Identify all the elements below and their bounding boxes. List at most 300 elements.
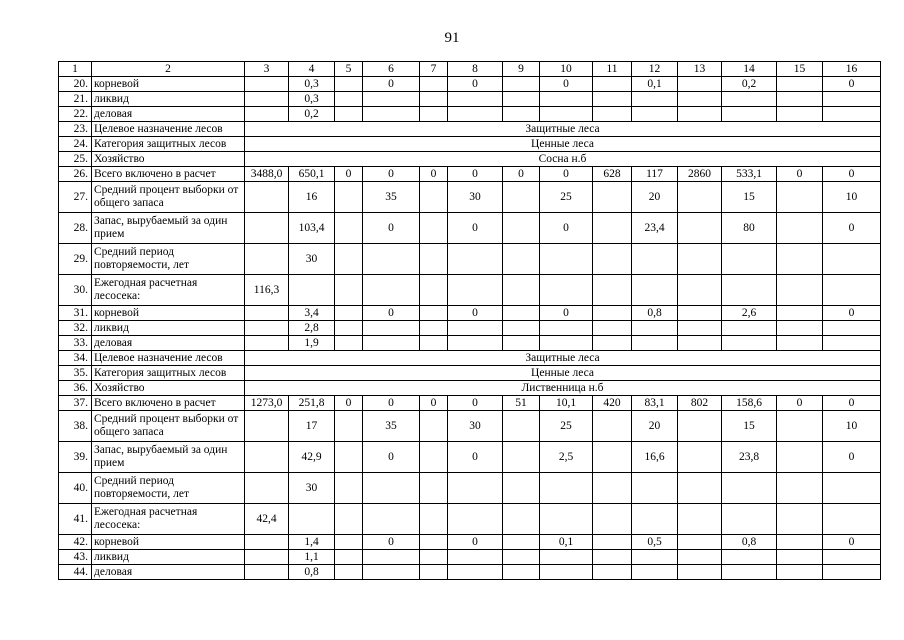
table-cell: 103,4 [289,213,335,244]
table-cell: 0 [448,396,503,411]
table-cell [823,565,881,580]
page-number: 91 [444,30,460,46]
table-cell: 0,8 [632,306,678,321]
table-cell [335,275,363,306]
table-cell: 2,5 [540,442,593,473]
table-cell: 0 [363,535,420,550]
table-cell: 0 [540,213,593,244]
table-cell: 0 [448,77,503,92]
table-cell [245,77,289,92]
table-cell [289,275,335,306]
table-cell [540,504,593,535]
row-number: 42. [59,535,92,550]
table-cell: 3,4 [289,306,335,321]
table-cell [245,107,289,122]
table-cell: 628 [593,167,632,182]
table-cell: 25 [540,411,593,442]
table-cell: 0 [363,167,420,182]
table-cell [448,92,503,107]
row-number: 41. [59,504,92,535]
table-cell [678,275,722,306]
table-cell: 0 [823,77,881,92]
table-cell [593,442,632,473]
table-body [59,77,881,580]
table-cell [722,550,777,565]
table-cell [503,473,540,504]
table-cell [420,275,448,306]
row-label: Запас, вырубаемый за один прием [92,213,245,244]
row-label: ликвид [92,550,245,565]
row-number: 33. [59,336,92,351]
table-cell [540,565,593,580]
table-cell: 158,6 [722,396,777,411]
row-number: 26. [59,167,92,182]
table-row [59,336,881,351]
row-label: корневой [92,535,245,550]
table-cell [448,107,503,122]
table-cell [335,565,363,580]
table-cell: 1273,0 [245,396,289,411]
row-label: ликвид [92,321,245,336]
table-cell [722,244,777,275]
table-cell [420,182,448,213]
table-cell: 2,8 [289,321,335,336]
row-label: корневой [92,77,245,92]
row-number: 25. [59,152,92,167]
row-label: Ежегодная расчетная лесосека: [92,275,245,306]
table-cell: 0 [823,167,881,182]
column-header-4: 4 [289,62,335,77]
row-number: 27. [59,182,92,213]
table-cell [420,411,448,442]
table-cell [722,565,777,580]
table-cell [678,535,722,550]
table-cell: 23,8 [722,442,777,473]
row-label: деловая [92,336,245,351]
table-cell [420,535,448,550]
table-cell: 0 [335,167,363,182]
table-cell [540,244,593,275]
table-cell: 83,1 [632,396,678,411]
table-cell [593,473,632,504]
table-cell [777,442,823,473]
table-cell: 0 [540,306,593,321]
table-row [59,411,881,442]
table-cell: 35 [363,411,420,442]
table-cell [448,473,503,504]
table-cell [777,321,823,336]
table-cell [335,213,363,244]
table-cell [593,504,632,535]
table-cell [448,275,503,306]
table-cell [678,565,722,580]
table-cell: 0 [448,167,503,182]
table-cell: 0 [823,535,881,550]
table-cell: 30 [289,244,335,275]
table-cell [363,244,420,275]
row-number: 20. [59,77,92,92]
table-cell [593,306,632,321]
row-label: деловая [92,565,245,580]
table-cell: 2860 [678,167,722,182]
table-cell [823,504,881,535]
table-cell [823,473,881,504]
table-row [59,182,881,213]
table-cell [823,92,881,107]
table-cell [540,107,593,122]
row-span-value: Защитные леса [245,351,881,366]
table-cell: 0 [363,213,420,244]
table-cell: 0 [420,167,448,182]
table-cell [678,92,722,107]
row-label: Категория защитных лесов [92,137,245,152]
table-cell [335,77,363,92]
column-header-16: 16 [823,62,881,77]
table-cell [593,321,632,336]
table-cell [245,244,289,275]
table-cell [540,473,593,504]
table-cell: 0 [777,396,823,411]
table-cell: 0 [363,306,420,321]
table-row [59,550,881,565]
table-cell [722,107,777,122]
table-cell [448,321,503,336]
table-cell [632,321,678,336]
table-cell: 25 [540,182,593,213]
table-cell: 0,5 [632,535,678,550]
table-cell [245,473,289,504]
table-cell [448,244,503,275]
row-number: 22. [59,107,92,122]
table-cell [823,275,881,306]
row-label: Хозяйство [92,381,245,396]
row-number: 30. [59,275,92,306]
table-cell [678,107,722,122]
table-cell [363,336,420,351]
table-cell [777,107,823,122]
table-cell [540,92,593,107]
table-cell [335,473,363,504]
table-row [59,152,881,167]
table-cell: 0,8 [289,565,335,580]
table-cell [335,306,363,321]
row-number: 36. [59,381,92,396]
table-cell: 3488,0 [245,167,289,182]
row-number: 31. [59,306,92,321]
table-cell [632,275,678,306]
table-cell [722,321,777,336]
column-header-10: 10 [540,62,593,77]
table-cell [335,336,363,351]
table-cell: 20 [632,411,678,442]
row-number: 38. [59,411,92,442]
table-cell [722,504,777,535]
table-cell [448,565,503,580]
column-header-1: 1 [59,62,92,77]
table-cell [363,321,420,336]
table-cell: 1,4 [289,535,335,550]
table-cell [420,213,448,244]
table-header [59,62,881,77]
row-label: Целевое назначение лесов [92,351,245,366]
table-cell [593,565,632,580]
row-number: 24. [59,137,92,152]
table-cell [540,336,593,351]
column-header-11: 11 [593,62,632,77]
row-label: Ежегодная расчетная лесосека: [92,504,245,535]
table-cell [335,535,363,550]
row-label: деловая [92,107,245,122]
table-cell [245,442,289,473]
table-cell [722,92,777,107]
column-header-5: 5 [335,62,363,77]
table-cell [503,182,540,213]
table-row [59,381,881,396]
table-cell [823,550,881,565]
table-cell: 0 [448,442,503,473]
row-label: Средний период повторяемости, лет [92,473,245,504]
table-cell [503,92,540,107]
table-cell [420,565,448,580]
table-cell [245,306,289,321]
table-cell [632,244,678,275]
row-span-value: Лиственница н.б [245,381,881,396]
table-cell [245,182,289,213]
table-cell: 30 [448,182,503,213]
table-cell [363,92,420,107]
table-cell [632,565,678,580]
table-cell [678,336,722,351]
table-cell [593,411,632,442]
table-cell: 0 [448,535,503,550]
table-cell [335,321,363,336]
table-cell [678,321,722,336]
table-cell [593,92,632,107]
table-row [59,366,881,381]
table-cell [632,473,678,504]
table-cell [503,77,540,92]
table-cell [420,321,448,336]
row-number: 32. [59,321,92,336]
row-number: 39. [59,442,92,473]
table-cell [823,321,881,336]
table-cell: 42,4 [245,504,289,535]
table-cell [245,213,289,244]
row-label: Целевое назначение лесов [92,122,245,137]
table-cell [335,411,363,442]
table-cell [777,213,823,244]
table-cell: 0 [503,167,540,182]
row-label: корневой [92,306,245,321]
table-cell [363,565,420,580]
table-cell [632,107,678,122]
table-cell [420,504,448,535]
row-number: 23. [59,122,92,137]
table-row [59,213,881,244]
table-cell [335,244,363,275]
table-cell: 35 [363,182,420,213]
row-number: 43. [59,550,92,565]
table-cell [420,442,448,473]
table-row [59,504,881,535]
table-row [59,92,881,107]
table-row [59,535,881,550]
table-cell: 0 [335,396,363,411]
header-row [59,62,881,77]
table-cell [823,336,881,351]
table-cell: 0 [823,213,881,244]
row-label: ликвид [92,92,245,107]
table-cell [777,565,823,580]
row-span-value: Сосна н.б [245,152,881,167]
table-row [59,396,881,411]
table-cell [245,535,289,550]
table-cell: 15 [722,182,777,213]
table-cell [777,411,823,442]
row-label: Хозяйство [92,152,245,167]
table-cell [245,321,289,336]
table-cell [448,504,503,535]
table-cell [540,275,593,306]
column-header-13: 13 [678,62,722,77]
table-cell [363,504,420,535]
table-cell [420,92,448,107]
table-cell [777,473,823,504]
table-cell: 2,6 [722,306,777,321]
table-cell [420,77,448,92]
table-cell [245,411,289,442]
table-cell [420,244,448,275]
table-cell: 20 [632,182,678,213]
row-label: Средний период повторяемости, лет [92,244,245,275]
table-cell [823,107,881,122]
table-cell [593,244,632,275]
table-cell [363,107,420,122]
column-header-3: 3 [245,62,289,77]
table-cell: 0,3 [289,77,335,92]
table-cell [245,92,289,107]
table-cell [503,442,540,473]
forest-calculation-table [58,61,881,580]
table-cell [448,550,503,565]
table-cell: 10 [823,411,881,442]
table-cell [503,244,540,275]
table-row [59,137,881,152]
table-cell [503,213,540,244]
table-cell [722,473,777,504]
table-cell [363,473,420,504]
table-cell: 10,1 [540,396,593,411]
table-cell: 0 [777,167,823,182]
column-header-15: 15 [777,62,823,77]
row-label: Средний процент выборки от общего запаса [92,411,245,442]
table-cell: 0 [448,306,503,321]
table-cell [245,550,289,565]
table-cell [335,92,363,107]
row-number: 21. [59,92,92,107]
table-cell [777,504,823,535]
table-cell: 16,6 [632,442,678,473]
table-cell [777,275,823,306]
row-number: 29. [59,244,92,275]
table-row [59,306,881,321]
table-cell [335,550,363,565]
table-cell [722,275,777,306]
table-cell [678,77,722,92]
table-cell [678,213,722,244]
table-cell [289,504,335,535]
table-cell: 17 [289,411,335,442]
table-cell [777,535,823,550]
table-cell [503,504,540,535]
table-cell [335,442,363,473]
table-cell: 30 [448,411,503,442]
table-cell [678,182,722,213]
table-cell [722,336,777,351]
table-cell [540,321,593,336]
table-cell [593,336,632,351]
table-cell: 16 [289,182,335,213]
table-cell: 533,1 [722,167,777,182]
column-header-14: 14 [722,62,777,77]
table-cell [593,535,632,550]
row-label: Средний процент выборки от общего запаса [92,182,245,213]
column-header-7: 7 [420,62,448,77]
row-number: 35. [59,366,92,381]
table-cell [420,550,448,565]
table-cell [540,550,593,565]
table-cell [777,550,823,565]
table-cell [335,182,363,213]
table-cell [335,504,363,535]
table-cell [593,182,632,213]
table-cell [678,442,722,473]
table-row [59,167,881,182]
row-span-value: Защитные леса [245,122,881,137]
table-cell: 0 [448,213,503,244]
table-cell: 0,8 [722,535,777,550]
table-cell [503,565,540,580]
table-cell [420,473,448,504]
table-cell [335,107,363,122]
table-row [59,244,881,275]
table-cell [632,550,678,565]
table-cell [448,336,503,351]
column-header-9: 9 [503,62,540,77]
table-cell [777,182,823,213]
table-cell [503,336,540,351]
table-cell [678,504,722,535]
table-cell: 251,8 [289,396,335,411]
row-label: Запас, вырубаемый за один прием [92,442,245,473]
table-cell: 420 [593,396,632,411]
table-cell: 0 [823,442,881,473]
row-span-value: Ценные леса [245,366,881,381]
row-label: Всего включено в расчет [92,396,245,411]
table-cell: 0 [363,396,420,411]
table-cell: 42,9 [289,442,335,473]
table-cell [503,411,540,442]
column-header-12: 12 [632,62,678,77]
table-cell: 117 [632,167,678,182]
table-cell: 1,1 [289,550,335,565]
table-cell: 51 [503,396,540,411]
row-number: 37. [59,396,92,411]
table-cell [503,306,540,321]
table-cell: 0,3 [289,92,335,107]
table-row [59,122,881,137]
table-cell: 10 [823,182,881,213]
